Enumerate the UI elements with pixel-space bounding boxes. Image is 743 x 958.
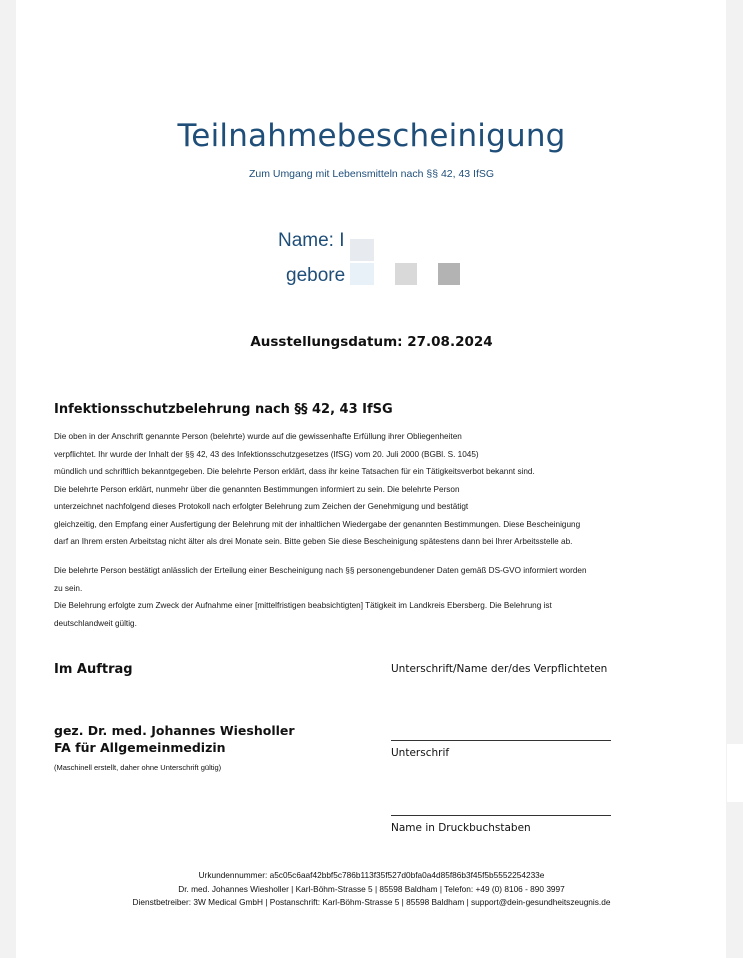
page-edge-fragment: [727, 744, 743, 802]
redaction-block: [350, 239, 374, 261]
redaction-block: [350, 263, 374, 285]
paragraph-line: Die belehrte Person bestätigt anlässlich der Erteilung einer Bescheinigung nach §§ personengebundener Daten gemäß DS-GVO informiert worden: [54, 566, 587, 575]
footer-document-number: Urkundennummer: a5c05c6aaf42bbf5c786b113f35f527d0bfa0a4d85f86b3f45f5b5552254233e: [198, 870, 545, 880]
born-label: gebore: [286, 265, 346, 286]
paragraph-line: Die Belehrung erfolgte zum Zweck der Aufnahme einer [mittelfristigen beabsichtigten] Tätigkeit im Landkreis Ebersberg. Die Belehrung ist: [54, 601, 552, 610]
print-name-line: [391, 815, 611, 816]
name-label: Name: I: [278, 230, 345, 251]
paragraph-data-protection: [54, 562, 694, 632]
document-subtitle: Zum Umgang mit Lebensmitteln nach §§ 42, 43 IfSG: [248, 168, 495, 180]
paragraph-line: gleichzeitig, den Empfang einer Ausfertigung der Belehrung mit der inhaltlichen Wiedergabe der genannten Bestimmungen. Diese Bescheinigung: [54, 519, 581, 529]
document-title: Teilnahmebescheinigung: [177, 118, 566, 154]
signer-note: (Maschinell erstellt, daher ohne Unterschrift gültig): [54, 763, 222, 772]
paragraph-line: verpflichtet. Ihr wurde der Inhalt der §§ 42, 43 des Infektionsschutzgesetzes (IfSG) vom 20. Juli 2000 (BGBl. S. 1045): [54, 449, 479, 459]
signer-block: [54, 722, 295, 756]
redaction-block: [438, 263, 460, 285]
print-name-caption: Name in Druckbuchstaben: [391, 822, 531, 834]
footer-practice-address: Dr. med. Johannes Wiesholler | Karl-Böhm-Strasse 5 | 85598 Baldham | Telefon: +49 (0) 8106 - 890 3997: [178, 883, 565, 894]
issue-date: Ausstellungsdatum: 27.08.2024: [250, 334, 493, 350]
section-heading: Infektionsschutzbelehrung nach §§ 42, 43 IfSG: [54, 402, 393, 417]
paragraph-line: mündlich und schriftlich bekanntgegeben. Die belehrte Person erklärt, dass ihr keine Tatsachen für ein Tätigkeitsverbot bekannt sind.: [54, 467, 535, 476]
signature-line: [391, 740, 611, 741]
redaction-block: [395, 263, 417, 285]
paragraph-consent: [54, 428, 694, 551]
im-auftrag-label: Im Auftrag: [54, 662, 133, 677]
signer-name: gez. Dr. med. Johannes Wiesholler: [54, 723, 295, 738]
document-footer: [0, 869, 743, 910]
paragraph-line: Die oben in der Anschrift genannte Person (belehrte) wurde auf die gewissenhafte Erfüllung ihrer Obliegenheiten: [54, 432, 462, 441]
signature-header: Unterschrift/Name der/des Verpflichteten: [391, 663, 608, 675]
footer-service-provider: Dienstbetreiber: 3W Medical GmbH | Postanschrift: Karl-Böhm-Strasse 5 | 85598 Baldham | support@dein-gesundheitszeugnis.de: [132, 897, 611, 907]
paragraph-line: zu sein.: [54, 583, 83, 593]
paragraph-line: Die belehrte Person erklärt, nunmehr über die genannten Bestimmungen informiert zu sein. Die belehrte Person: [54, 484, 460, 494]
paragraph-line: darf an Ihrem ersten Arbeitstag nicht älter als drei Monate sein. Bitte geben Sie diese Bescheinigung spätestens dann bei Ihrer Arbeitsstelle ab.: [54, 537, 573, 546]
paragraph-line: unterzeichnet nachfolgend dieses Protokoll nach erfolgter Belehrung zum Zeichen der Genehmigung und bestätigt: [54, 502, 469, 511]
signature-caption: Unterschrif: [391, 747, 450, 759]
paragraph-line: deutschlandweit gültig.: [54, 618, 137, 628]
signer-title: FA für Allgemeinmedizin: [54, 740, 226, 755]
